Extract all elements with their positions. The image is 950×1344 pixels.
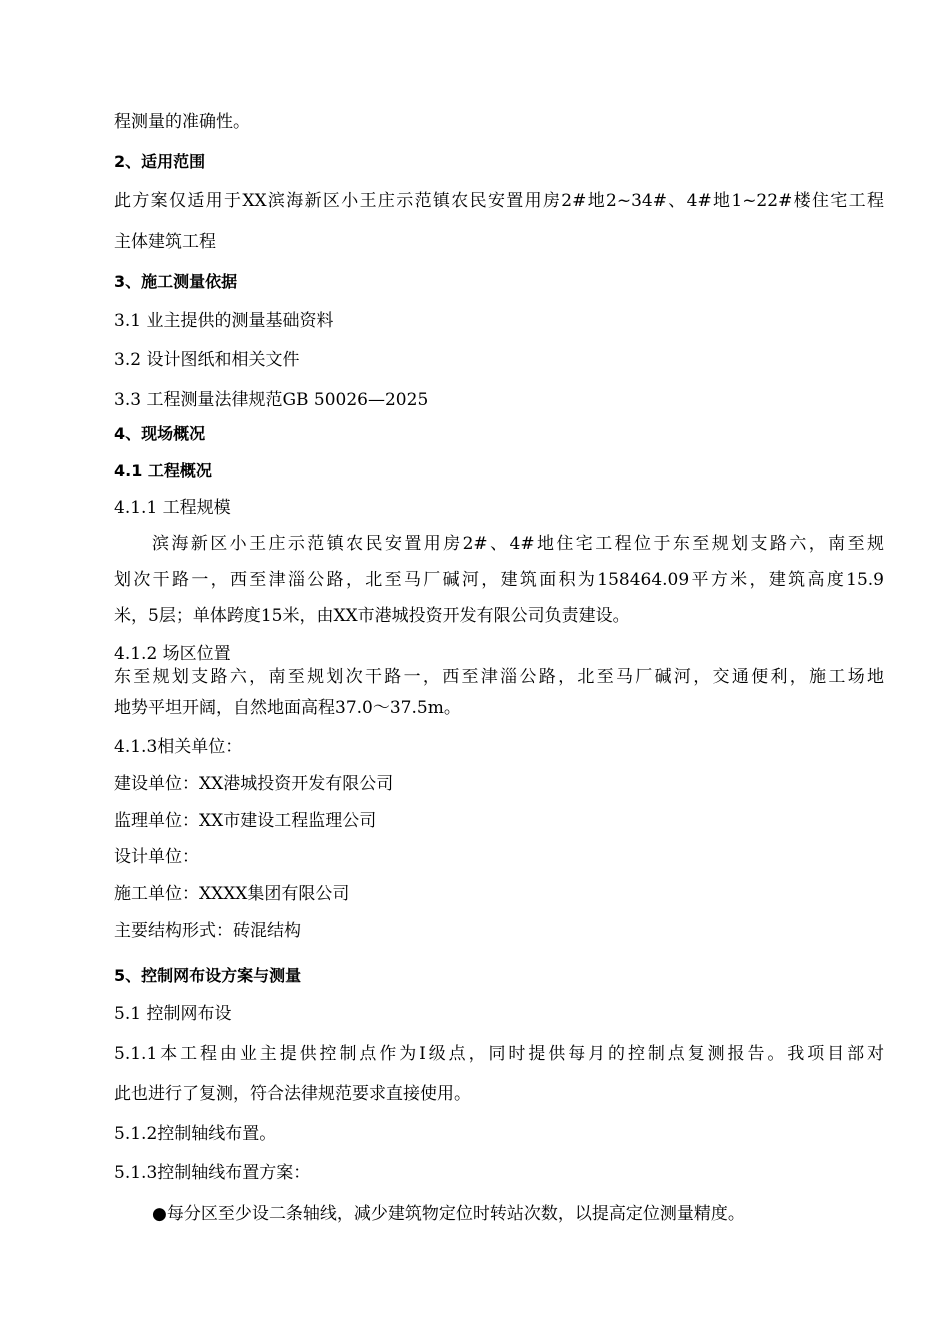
section-heading: 5、控制网布设方案与测量: [114, 966, 302, 985]
section-heading: 2、适用范围: [114, 152, 206, 171]
text-line: 4.1.2 场区位置: [114, 644, 231, 664]
bullet-item: ●每分区至少设二条轴线，减少建筑物定位时转站次数，以提高定位测量精度。: [152, 1204, 745, 1224]
text-line: 4.1.1 工程规模: [114, 498, 231, 518]
text-line: 滨海新区小王庄示范镇农民安置用房2#、4#地住宅工程位于东至规划支路六，南至规: [152, 534, 884, 554]
text-line: 施工单位：XXXX集团有限公司: [114, 884, 350, 904]
text-line: 3.1 业主提供的测量基础资料: [114, 311, 334, 331]
text-line: 此也进行了复测，符合法律规范要求直接使用。: [114, 1084, 471, 1104]
text-line: 主要结构形式：砖混结构: [114, 921, 301, 941]
text-line: 3.3 工程测量法律规范GB 50026—2025: [114, 390, 429, 410]
text-line: 5.1.3控制轴线布置方案：: [114, 1163, 311, 1183]
text-line: 5.1.1本工程由业主提供控制点作为Ⅰ级点，同时提供每月的控制点复测报告。我项目部对: [114, 1044, 884, 1064]
text-line: 设计单位：: [114, 847, 199, 867]
text-line: 地势平坦开阔，自然地面高程37.0～37.5m。: [114, 698, 461, 718]
text-line: 此方案仅适用于XX滨海新区小王庄示范镇农民安置用房2#地2~34#、4#地1~22#楼住宅工程: [114, 191, 884, 211]
text-line: 3.2 设计图纸和相关文件: [114, 350, 300, 370]
text-line: 建设单位：XX港城投资开发有限公司: [114, 774, 394, 794]
text-line: 主体建筑工程: [114, 232, 216, 252]
text-line: 程测量的准确性。: [114, 112, 250, 132]
subsection-heading: 4.1 工程概况: [114, 461, 212, 480]
text-line: 5.1.2控制轴线布置。: [114, 1124, 277, 1144]
section-heading: 4、现场概况: [114, 424, 206, 443]
text-line: 东至规划支路六，南至规划次干路一，西至津淄公路，北至马厂碱河，交通便利，施工场地: [114, 667, 884, 687]
text-line: 监理单位：XX市建设工程监理公司: [114, 811, 377, 831]
text-line: 米，5层；单体跨度15米，由XX市港城投资开发有限公司负责建设。: [114, 606, 630, 626]
text-line: 划次干路一，西至津淄公路，北至马厂碱河，建筑面积为158464.09平方米，建筑高度15.9: [114, 570, 884, 590]
text-line: 4.1.3相关单位：: [114, 737, 243, 757]
text-line: 5.1 控制网布设: [114, 1004, 232, 1024]
section-heading: 3、施工测量依据: [114, 272, 238, 291]
